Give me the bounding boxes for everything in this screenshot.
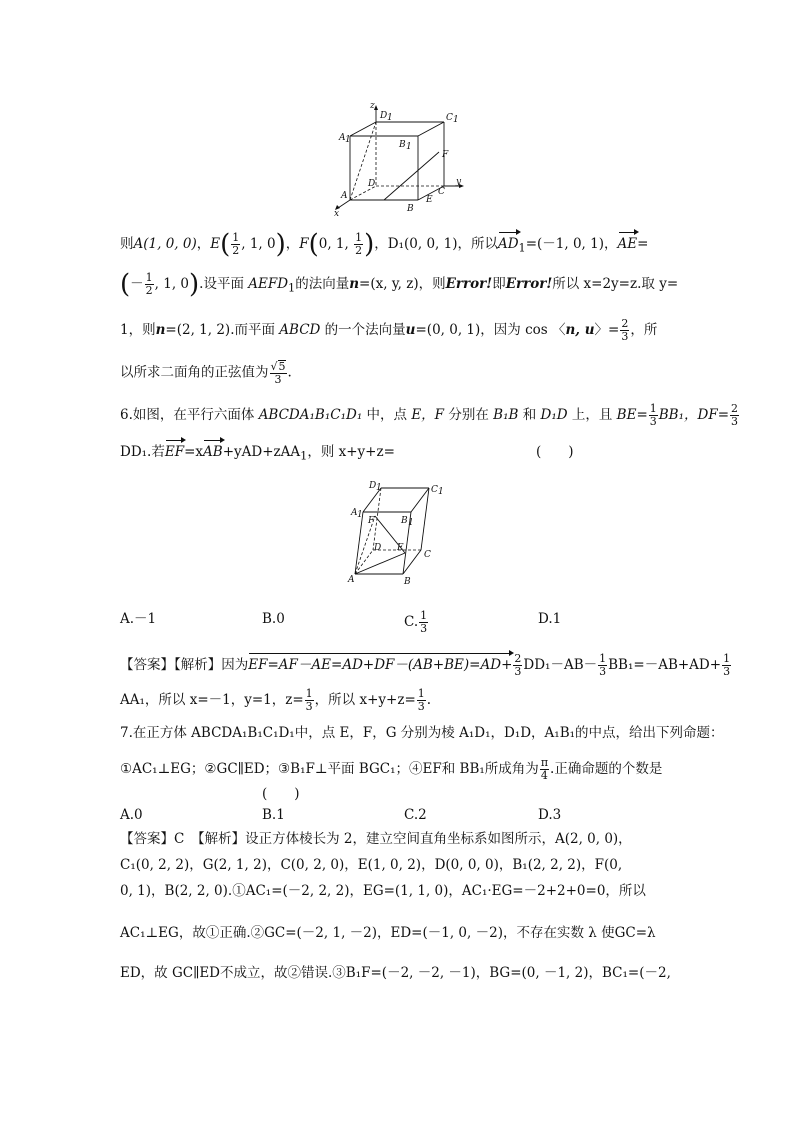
p5-line-4: 以所求二面角的正弦值为 $\frac{√5}{3}$ . [120, 360, 292, 386]
q7-answer-line-4: AC₁⊥EG，故①正确.②GC=(－2, 1, －2)，ED=(－1, 0, －2)，不存在实数 λ 使GC=λ [120, 925, 656, 941]
vec-AD1: AD [497, 236, 519, 252]
q7-answer-line-3: 0, 1)，B(2, 2, 0).①AC₁=(－2, 2, 2)，EG=(1, 1, 0)，AC₁·EG=－2+2+0=0，所以 [120, 883, 646, 899]
q6-line-2: DD₁.若EF=xAB+yAD+zAA$_1$，则 x+y+z= [120, 444, 395, 463]
parallelepiped-figure [345, 478, 455, 590]
q6-option-D[interactable]: D.1 [538, 611, 562, 627]
fig1-sub-A1: 1 [345, 135, 351, 145]
q6-line-1: 6.如图，在平行六面体 ABCDA₁B₁C₁D₁ 中，点 E，F 分别在 B₁B 和 D₁D 上，且 BE= $\frac{1}{3}$ BB₁，DF= $\frac{2}{3}$ [120, 402, 739, 428]
q7-answer-blank: ( ) [262, 786, 300, 802]
p5-line-2: (－ $\frac{1}{2}$ , 1, 0).设平面 $AEFD_1$的法向量n=(x, y, z)，则Error!即Error!所以 x=2y=z.取 y= [120, 269, 679, 300]
q6-answer-line-2: AA₁，所以 x=－1，y=1，z= $\frac{1}{3}$ ，所以 x+y+z= $\frac{1}{3}$ . [120, 687, 432, 713]
fig1-label-D1: D [380, 111, 388, 121]
fig1-label-F: F [442, 150, 449, 160]
fig1-label-A: A [341, 191, 348, 201]
fig2-label-F: F [368, 516, 375, 526]
fig1-sub-B1: 1 [406, 142, 412, 152]
fig1-sub-D1: 1 [387, 113, 393, 123]
q7-option-A[interactable]: A.0 [120, 807, 143, 823]
p5-line-3: 1，则n=(2, 1, 2).而平面 ABCD 的一个法向量u=(0, 0, 1)，因为 cos 〈n, u〉= $\frac{2}{3}$ ，所 [120, 317, 658, 343]
fig2-label-B1: B [401, 516, 408, 526]
q7-line-1: 7.在正方体 ABCDA₁B₁C₁D₁中，点 E，F，G 分别为棱 A₁D₁，D₁D，A₁B₁的中点，给出下列命题： [120, 725, 724, 741]
fig2-label-D1: D [369, 481, 377, 491]
q6-option-C[interactable]: C. $\frac{1}{3}$ [404, 609, 428, 635]
q6-answer-blank: ( ) [536, 444, 574, 460]
q6-answer-line-1: 【答案】【解析】因为EF=AF－AE=AD+DF－(AB+BE)=AD+ $\frac{2}{3}$ DD₁－AB－ $\frac{1}{3}$ BB₁=－AB+AD+ $\frac{1}{3}$ [120, 652, 731, 678]
vec-AE: AE [617, 236, 638, 252]
fig2-sub-C1: 1 [438, 487, 444, 497]
cube-coordinate-figure [328, 100, 478, 218]
q7-answer-line-1: 【答案】C 【解析】设正方体棱长为 2，建立空间直角坐标系如图所示，A(2, 0, 0)， [120, 831, 632, 847]
fig1-label-z: z [370, 101, 375, 111]
fig2-label-C: C [424, 550, 431, 560]
fig1-label-B1: B [399, 140, 406, 150]
fig2-label-C1: C [431, 485, 438, 495]
fig1-label-C: C [438, 187, 445, 197]
q7-option-C[interactable]: C.2 [404, 807, 427, 823]
fig2-label-A1: A [351, 508, 358, 518]
fig2-label-A: A [348, 575, 355, 585]
q6-option-A[interactable]: A.－1 [120, 611, 157, 627]
fig2-sub-A1: 1 [357, 510, 363, 520]
q7-line-2: ①AC₁⊥EG；②GC∥ED；③B₁F⊥平面 BGC₁；④EF和 BB₁所成角为 $\frac{\pi}{4}$ .正确命题的个数是 [120, 756, 663, 782]
q7-answer-line-5: ED，故 GC∥ED不成立，故②错误.③B₁F=(－2, －2, －1)，BG=(0, －1, 2)，BC₁=(－2, [120, 965, 671, 981]
fig1-sub-C1: 1 [453, 115, 459, 125]
fig1-label-B: B [407, 204, 414, 214]
q7-answer-line-2: C₁(0, 2, 2)，G(2, 1, 2)，C(0, 2, 0)，E(1, 0, 2)，D(0, 0, 0)，B₁(2, 2, 2)，F(0, [120, 857, 623, 873]
q7-option-D[interactable]: D.3 [538, 807, 562, 823]
fig2-label-E: E [397, 543, 404, 553]
fig2-label-B: B [404, 577, 411, 587]
q7-option-B[interactable]: B.1 [262, 807, 285, 823]
fig1-label-A1: A [339, 133, 346, 143]
fig1-label-E: E [426, 195, 433, 205]
q6-option-B[interactable]: B.0 [262, 611, 285, 627]
fig2-sub-B1: 1 [408, 518, 414, 528]
fig1-label-C1: C [446, 113, 453, 123]
fig2-sub-D1: 1 [376, 483, 382, 493]
fig1-label-x: x [334, 209, 340, 218]
fig1-label-y: y [456, 177, 462, 187]
fig1-label-D: D [368, 179, 376, 189]
fig2-label-D: D [374, 543, 382, 553]
p5-line-1: 则A(1, 0, 0)，E( $\frac{1}{2}$ , 1, 0)，F(0, 1, $\frac{1}{2}$ )，D₁(0, 0, 1)，所以$AD_1=(-1$, 0, 1)，AE= [120, 229, 649, 260]
